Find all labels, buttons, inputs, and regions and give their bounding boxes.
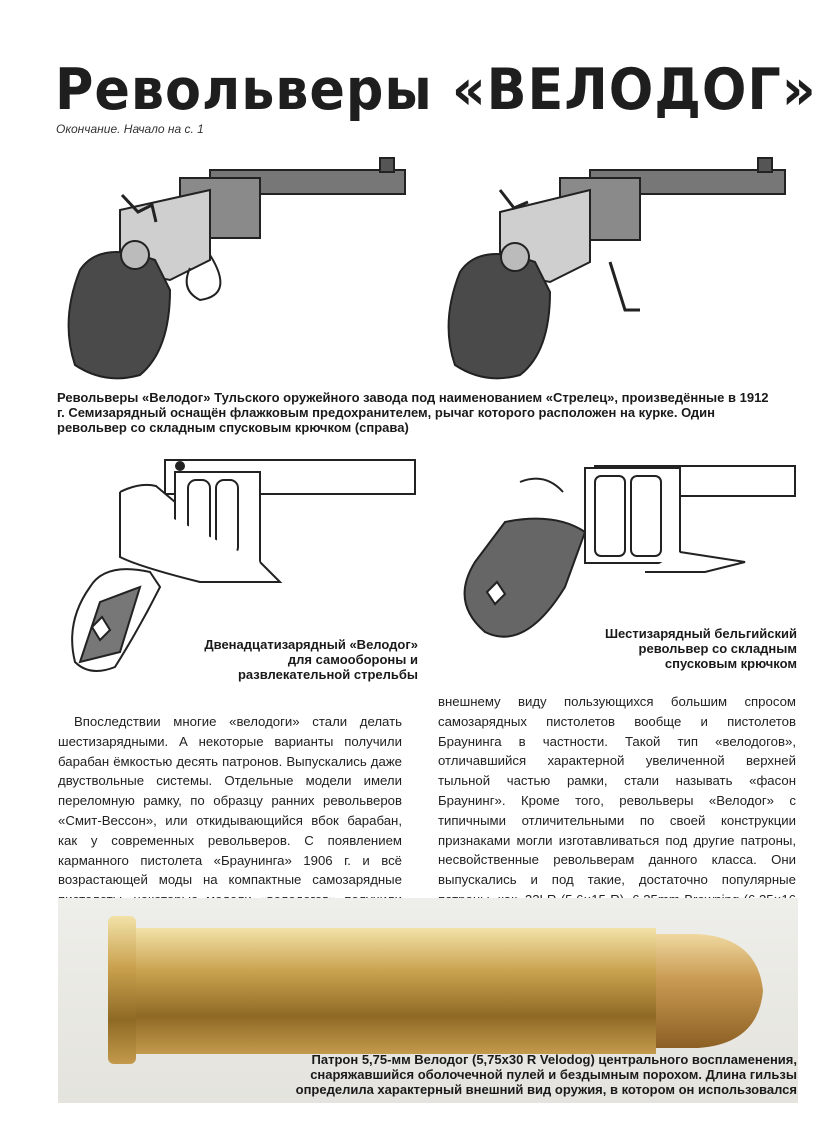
body-paragraph: внешнему виду пользующихся большим спросом самозарядных пистолетов вообще и пистолетов Браунинга в частности. Такой тип «велодогов», отличавшийся характерной увеличенной верхней тыльной частью рамки, стали называть «фасон Браунинг». Кроме того, револьверы «Велодог» с типичными отличительными по своей конструкции признаками могли изготавливаться под другие патроны, несвойственные револьверам данного класса. Они выпускались и под такие, достаточно популярные [438, 694, 796, 888]
body-paragraph: Впоследствии многие «велодоги» стали делать шестизарядными. А некоторые варианты получили барабан ёмкостью десять патронов. Выпускались даже двуствольные системы. Отдельные модели имели переломную рамку, по образцу ранних револьверов «Смит-Вессон», или откидывающийся вбок барабан, как у современных револьверов. С появлением карманного пистолета «Браунинга» 1906 г. и всё возрастающей моды на компактные самозарядные [58, 714, 402, 888]
caption-tula-revolvers: Револьверы «Велодог» Тульского оружейного завода под наименованием «Стрелец», произведённые в 1912 г. Семизарядный оснащён флажковым предохранителем, рычаг которого расположен на курке. Один револьвер со складным спусковым крючком (справа) [57, 390, 769, 435]
revolver-illustration-tula-right [440, 150, 800, 385]
continuation-note: Окончание. Начало на с. 1 [56, 122, 204, 136]
body-column-right [438, 692, 796, 930]
revolver-illustration-tula-left [60, 150, 420, 385]
caption-cartridge: Патрон 5,75-мм Велодог (5,75x30 R Velodog) центрального воспламенения, снаряжавшийся оболочечной пулей и бездымным порохом. Длина гильзы определила характерный внешний вид оружия, в котором он использовался [295, 1052, 797, 1097]
caption-belgian: Шестизарядный бельгийский револьвер со складным спусковым крючком [604, 626, 797, 671]
page-title: Револьверы «ВЕЛОДОГ» [55, 57, 817, 123]
caption-twelve-shot: Двенадцатизарядный «Велодог» для самообороны и развлекательной стрельбы [204, 637, 418, 682]
